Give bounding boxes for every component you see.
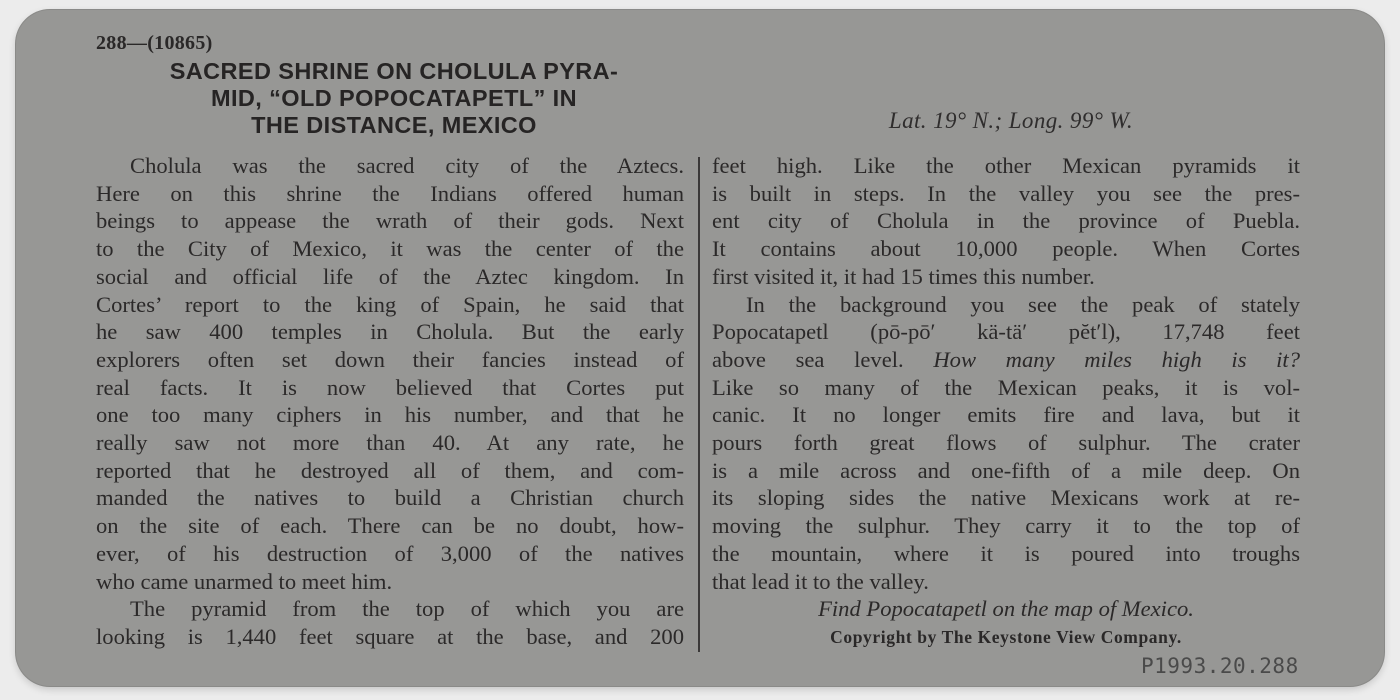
copyright-notice: Copyright by The Keystone View Company.	[830, 627, 1182, 647]
text-line: social and official life of the Aztec kingdom. In	[96, 263, 684, 289]
text-line: the mountain, where it is poured into troughs	[712, 540, 1300, 566]
text-line: one too many ciphers in his number, and that he	[96, 402, 684, 428]
text-line: Cholula was the sacred city of the Aztecs.	[130, 153, 684, 178]
text-line: beings to appease the wrath of their gods. Next	[96, 208, 684, 234]
text-line: real facts. It is now believed that Cortes put	[96, 374, 684, 400]
text-line: The pyramid from the top of which you are	[130, 596, 684, 622]
text-line: that lead it to the valley.	[712, 568, 929, 594]
text-line: moving the sulphur. They carry it to the top of	[712, 513, 1300, 539]
text-line: In the background you see the peak of stately	[746, 291, 1300, 317]
text-line: explorers often set down their fancies instead of	[96, 346, 684, 372]
text-line: is a mile across and one-fifth of a mile deep. On	[712, 457, 1300, 483]
title-line: MID, “OLD POPOCATAPETL” IN	[211, 85, 577, 111]
stereograph-card-back	[16, 10, 1384, 686]
text-line: its sloping sides the native Mexicans work at re-	[712, 485, 1300, 511]
title-line: THE DISTANCE, MEXICO	[251, 112, 537, 138]
card-title	[94, 58, 694, 139]
text-line: ent city of Cholula in the province of Puebla.	[712, 208, 1300, 234]
text-line: pours forth great flows of sulphur. The crater	[712, 430, 1300, 456]
text-line: feet high. Like the other Mexican pyramids it	[712, 153, 1300, 178]
column-divider	[698, 157, 700, 652]
accession-number: P1993.20.288	[1141, 654, 1299, 678]
text-line: he saw 400 temples in Cholula. But the early	[96, 319, 684, 345]
text-line: who came unarmed to meet him.	[96, 568, 393, 594]
text-line: Here on this shrine the Indians offered human	[96, 180, 684, 206]
text-line: looking is 1,440 feet square at the base, and 200	[96, 623, 684, 649]
right-text-column	[712, 152, 1300, 623]
text-line: really saw not more than 40. At any rate, he	[96, 430, 684, 456]
text-line: reported that he destroyed all of them, and com-	[96, 457, 684, 483]
card-number: 288—(10865)	[96, 32, 213, 54]
map-instruction: Find Popocatapetl on the map of Mexico.	[818, 596, 1194, 622]
text-line: manded the natives to build a Christian church	[96, 485, 684, 511]
text-line: first visited it, it had 15 times this number.	[712, 263, 1095, 289]
text-line: Like so many of the Mexican peaks, it is vol-	[712, 374, 1300, 400]
text-line: on the site of each. There can be no doubt, how-	[96, 513, 684, 539]
text-line: Popocatapetl (pō-pō′ kä-tä′ pĕt′l), 17,748 feet	[712, 319, 1300, 345]
text-line-mixed	[712, 346, 1300, 374]
coordinates: Lat. 19° N.; Long. 99° W.	[888, 108, 1134, 133]
text-line: Cortes’ report to the king of Spain, he said that	[96, 291, 684, 317]
text-line: It contains about 10,000 people. When Cortes	[712, 236, 1300, 262]
text-line: ever, of his destruction of 3,000 of the natives	[96, 540, 684, 566]
title-line: SACRED SHRINE ON CHOLULA PYRA-	[169, 58, 619, 84]
left-text-column	[96, 152, 684, 651]
text-line: to the City of Mexico, it was the center of the	[96, 236, 684, 262]
question-text: How many miles high is it?	[933, 346, 1300, 372]
text-line: canic. It no longer emits fire and lava, but it	[712, 402, 1300, 428]
text-line: is built in steps. In the valley you see the pres-	[712, 180, 1300, 206]
text-run: above sea level.	[712, 346, 904, 372]
